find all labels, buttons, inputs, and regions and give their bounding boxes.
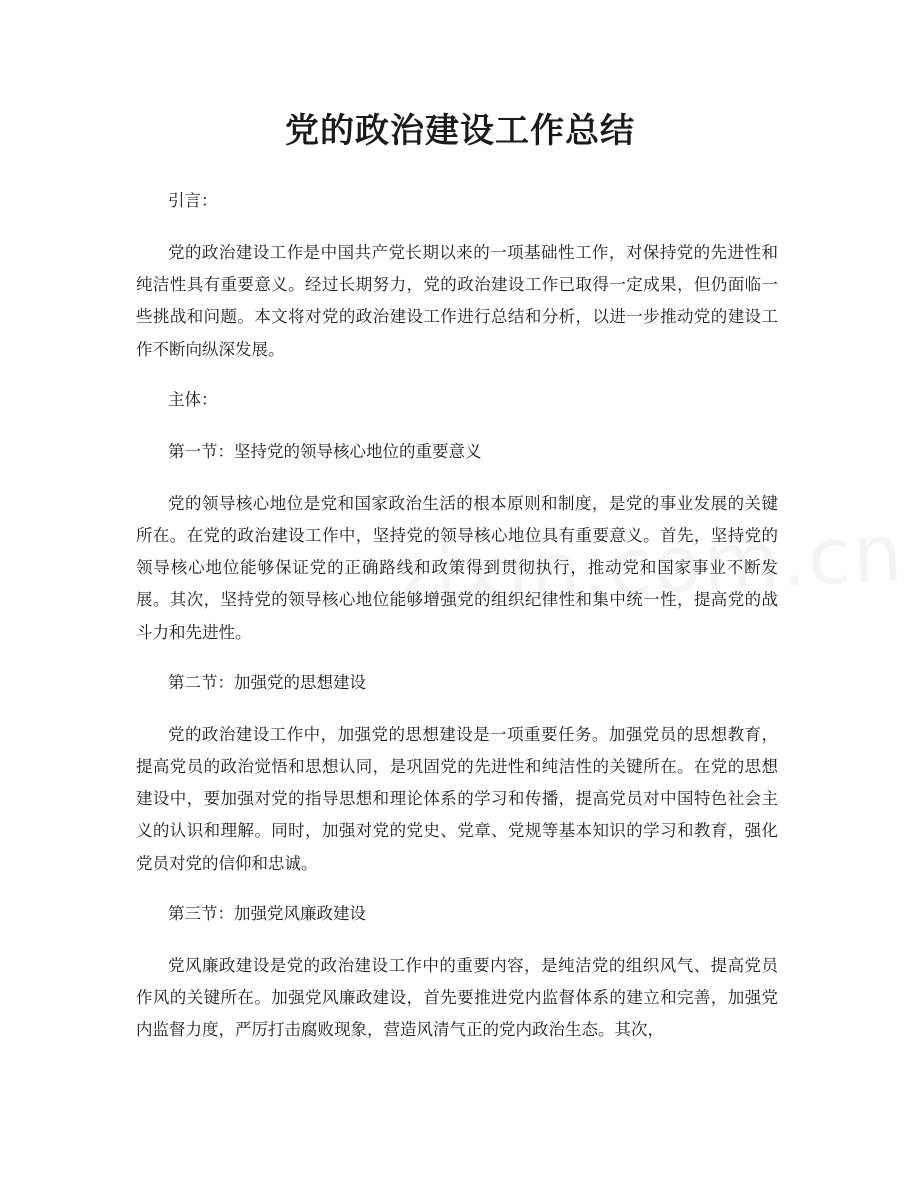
- intro-paragraph: 党的政治建设工作是中国共产党长期以来的一项基础性工作，对保持党的先进性和纯洁性具有重要意义。经过长期努力，党的政治建设工作已取得一定成果，但仍面临一些挑战和问题。本文将对党的政治建设工作进行总结和分析，以进一步推动党的建设工作不断向纵深发展。: [136, 243, 778, 359]
- document-title: 党的政治建设工作总结: [285, 111, 635, 151]
- section-2-paragraph: 党的政治建设工作中，加强党的思想建设是一项重要任务。加强党员的思想教育，提高党员的政治觉悟和思想认同，是巩固党的先进性和纯洁性的关键所在。在党的思想建设中，要加强对党的指导思想和理论体系的学习和传播，提高党员对中国特色社会主义的认识和理解。同时，加强对党的党史、党章、党规等基本知识的学习和教育，强化党员对党的信仰和忠诚。: [136, 724, 778, 873]
- section-2-heading: 第二节：加强党的思想建设: [168, 672, 366, 692]
- main-body-heading: 主体：: [168, 389, 218, 409]
- document-body: [136, 185, 778, 1064]
- section-3-paragraph: 党风廉政建设是党的政治建设工作中的重要内容，是纯洁党的组织风气、提高党员作风的关键所在。加强党风廉政建设，首先要推进党内监督体系的建立和完善，加强党内监督力度，严厉打击腐败现象，营造风清气正的党内政治生态。其次，: [136, 955, 778, 1040]
- section-3-heading: 第三节：加强党风廉政建设: [168, 903, 366, 923]
- section-1-paragraph: 党的领导核心地位是党和国家政治生活的根本原则和制度，是党的事业发展的关键所在。在党的政治建设工作中，坚持党的领导核心地位具有重要意义。首先，坚持党的领导核心地位能够保证党的正确路线和政策得到贯彻执行，推动党和国家事业不断发展。其次，坚持党的领导核心地位能够增强党的组织纪律性和集中统一性，提高党的战斗力和先进性。: [136, 493, 778, 642]
- intro-heading: 引言：: [168, 191, 218, 210]
- section-1-heading: 第一节：坚持党的领导核心地位的重要意义: [168, 441, 482, 461]
